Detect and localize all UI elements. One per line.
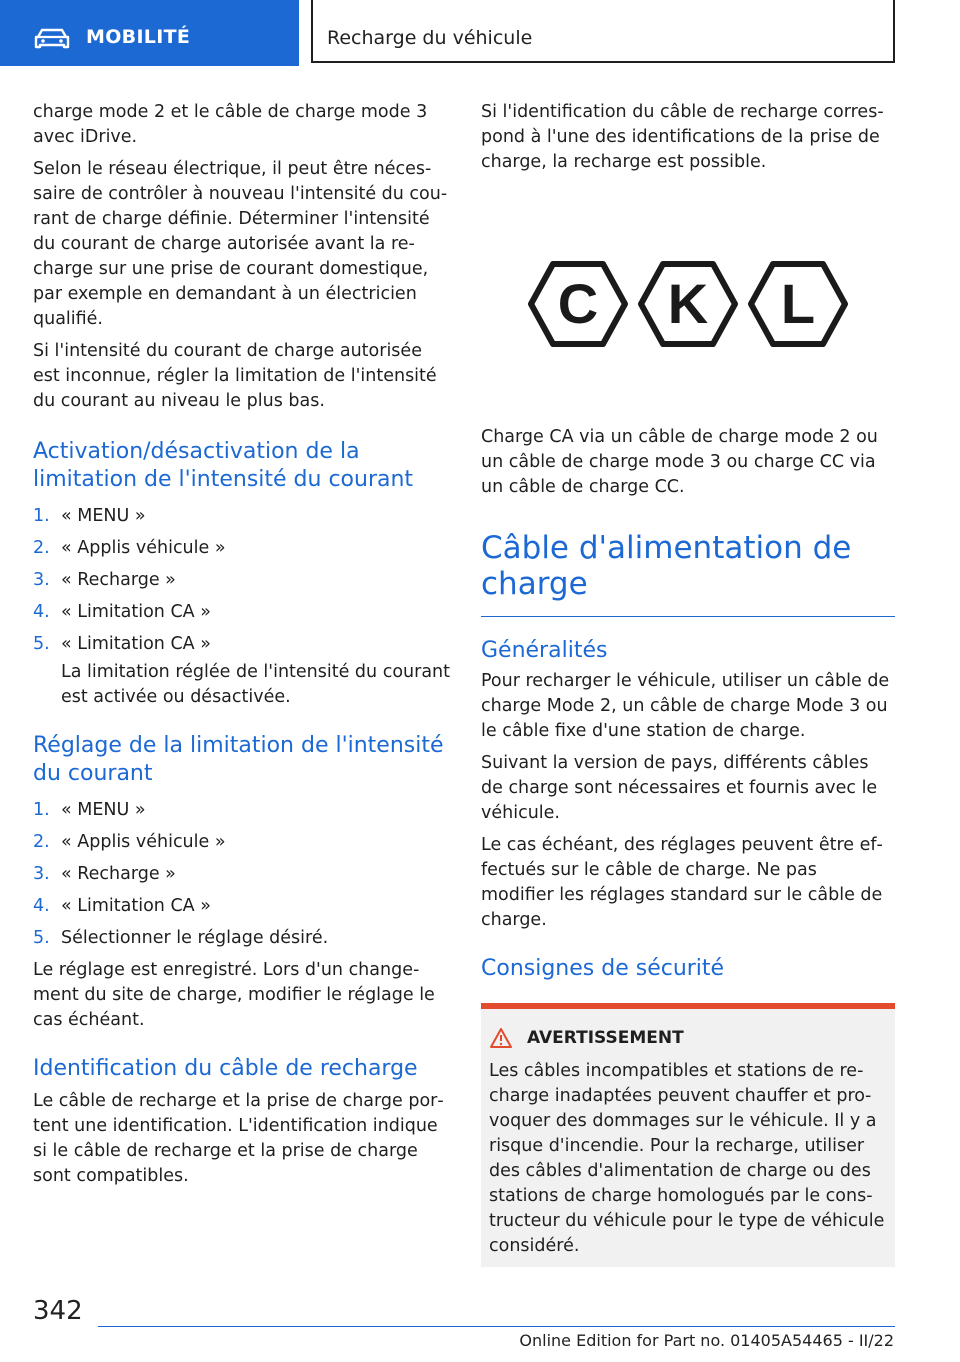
identification-intro: Si l'identification du câble de recharge correspond à l'une des identifications de la prise de charge, la recharge est possible. [481,102,884,172]
left-column [33,100,453,1189]
chapter-header [311,0,895,63]
badge-l-icon [748,261,848,347]
cable-identification-badges [481,261,895,347]
securite-heading: Consignes de sécurité [481,956,725,981]
list-item: 2. « Applis véhicule » [33,832,226,852]
identification-heading: Identification du câble de recharge [33,1056,418,1081]
intro-paragraph: charge mode 2 et le câble de charge mode 3 avec iDrive. [33,102,428,147]
generalites-heading: Généralités [481,638,608,663]
badge-letter: K [667,272,709,335]
edition-text: Online Edition for Part no. 01405A54465 - II/22 [519,1331,894,1350]
warning-title-row [489,1027,887,1049]
badge-letter: C [557,272,599,335]
generalites-paragraph: Suivant la version de pays, différents câbles de charge sont nécessaires et fournis avec le véhicule. [481,753,878,823]
section-title: Câble d'alimentation de charge [481,530,852,602]
generalites-paragraph: Le cas échéant, des réglages peuvent être effectués sur le câble de charge. Ne pas modifier les réglages standard sur le câble de charge. [481,835,883,930]
list-item: 1. « MENU » [33,800,146,820]
warning-title: AVERTISSEMENT [527,1028,684,1048]
section-divider [481,616,895,617]
reglage-note: Le réglage est enregistré. Lors d'un changement du site de charge, modifier le réglage le cas échéant. [33,960,435,1030]
list-item: 1. « MENU » [33,506,146,526]
warning-box [481,1003,895,1267]
warning-text: Les câbles incompatibles et stations de recharge inadaptées peuvent chauffer et provoquer des dommages sur le véhicule. Il y a risque d'incendie. Pour la recharge, utiliser des câbles d'alimentation de charge ou des stations de charge homologués par le constructeur du véhicule pour le type de véhicule considéré. [489,1061,885,1256]
page-number: 342 [33,1296,83,1326]
badge-letter: L [780,272,816,335]
intro-paragraph: Selon le réseau électrique, il peut être nécessaire de contrôler à nouveau l'intensité du courant de charge définie. Déterminer l'intensité du courant de charge autorisée avant la recharge sur une prise de courant domestique, par exemple en demandant à un électricien qualifié. [33,159,448,329]
list-item: 5. Sélectionner le réglage désiré. [33,928,329,948]
right-column [481,100,895,1267]
list-item: 2. « Applis véhicule » [33,538,226,558]
list-item: 4. « Limitation CA » [33,896,211,916]
badges-caption: Charge CA via un câble de charge mode 2 ou un câble de charge mode 3 ou charge CC via un câble de charge CC. [481,427,878,497]
section-tab [0,0,299,66]
reglage-steps [33,798,453,951]
car-icon [34,28,70,50]
intro-paragraph: Si l'intensité du courant de charge autorisée est inconnue, régler la limitation de l'intensité du courant au niveau le plus bas. [33,341,437,411]
footer-divider [98,1326,895,1327]
activation-heading: Activation/désactivation de la limitation de l'intensité du courant [33,439,414,492]
warning-triangle-icon [489,1027,513,1049]
list-item: 3. « Recharge » [33,864,176,884]
generalites-paragraph: Pour recharger le véhicule, utiliser un câble de charge Mode 2, un câble de charge Mode 3 ou le câble fixe d'une station de charge. [481,671,890,741]
reglage-heading: Réglage de la limitation de l'intensité du courant [33,733,444,786]
section-label: MOBILITÉ [86,26,191,48]
badge-c-icon [528,261,628,347]
list-item: 4. « Limitation CA » [33,602,211,622]
badge-k-icon [638,261,738,347]
activation-steps [33,504,453,710]
identification-text: Le câble de recharge et la prise de charge portent une identification. L'identification indique si le câble de recharge et la prise de charge sont compatibles. [33,1091,444,1186]
chapter-title: Recharge du véhicule [327,27,533,49]
list-item: 5. « Limitation CA » La limitation réglée de l'intensité du courant est activée ou désactivée. [33,632,453,710]
step-note: La limitation réglée de l'intensité du courant est activée ou désactivée. [61,662,450,707]
list-item: 3. « Recharge » [33,570,176,590]
